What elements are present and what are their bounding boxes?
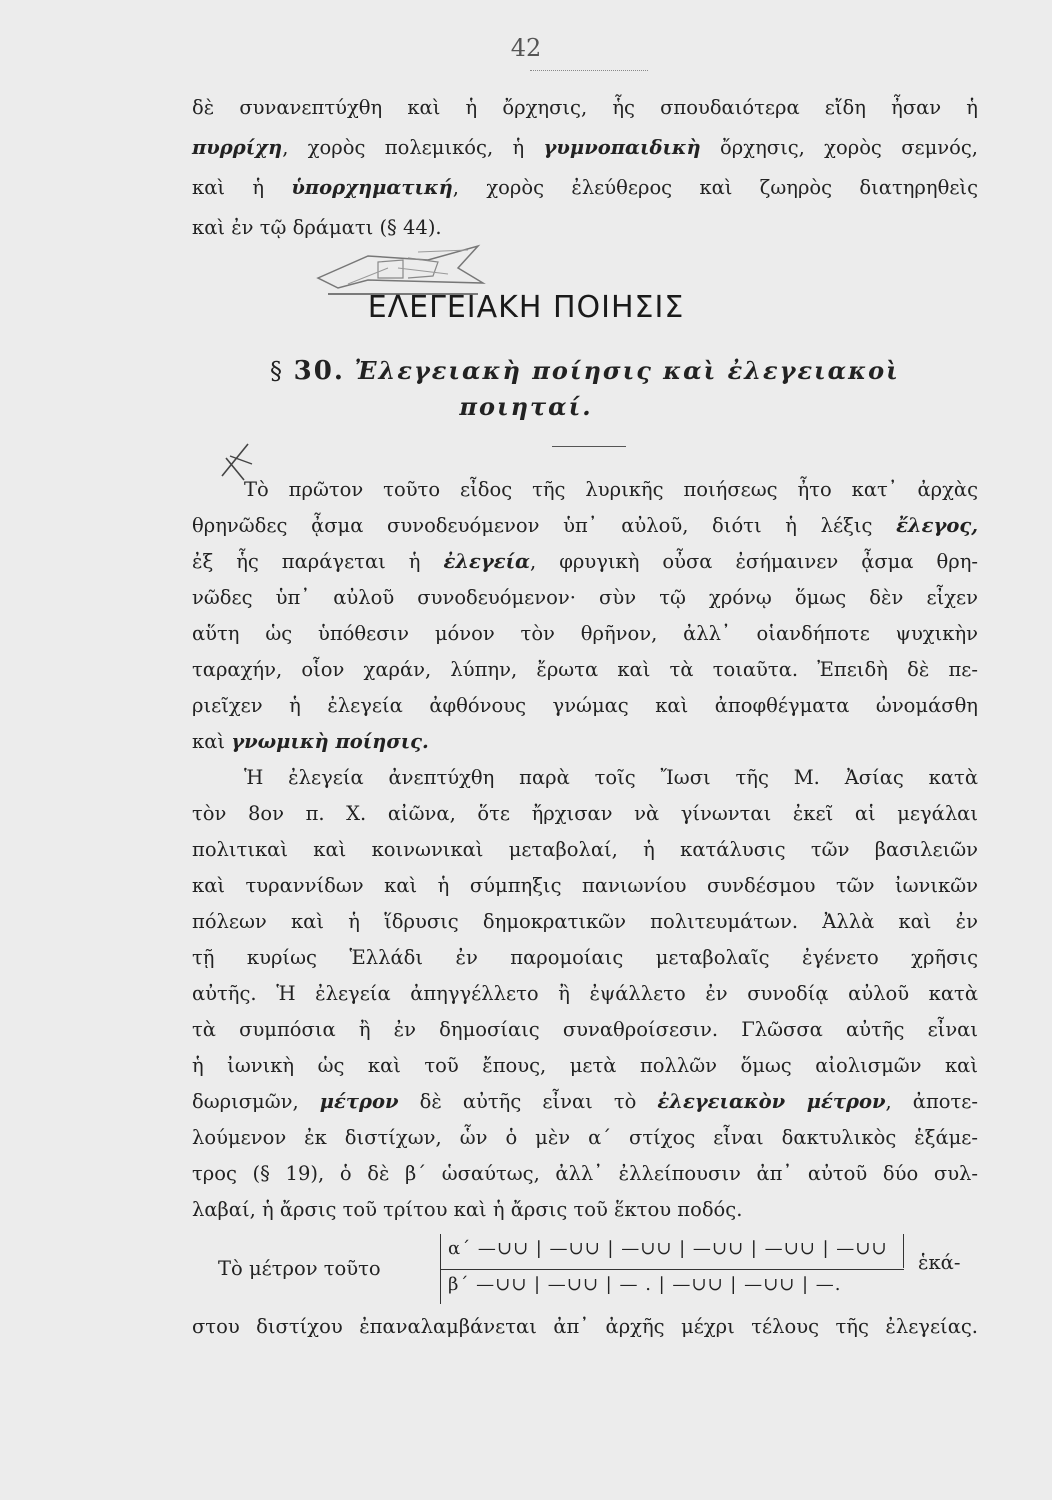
pencil-scribble-icon — [308, 238, 508, 298]
section-rule — [552, 446, 626, 447]
text-line: ριεῖχεν ἡ ἐλεγεία ἀφθόνους γνώμας καὶ ἀποφθέγματα ὠνομάσθη — [192, 694, 978, 717]
text-line: ταραχήν, οἷον χαράν, λύπην, ἔρωτα καὶ τὰ τοιαῦτα. Ἐπειδὴ δὲ πε- — [192, 658, 978, 681]
page-number: 42 — [510, 34, 542, 62]
text-line: δωρισμῶν, μέτρον δὲ αὐτῆς εἶναι τὸ ἐλεγειακὸν μέτρον, ἀποτε- — [192, 1090, 978, 1113]
section-title — [270, 356, 900, 386]
section-title-line2: ποιηταί. — [459, 392, 593, 421]
text-line: πυρρίχη, χορὸς πολεμικός, ἡ γυμνοπαιδικὴ ὄρχησις, χορὸς σεμνός, — [192, 136, 979, 159]
final-line: στου διστίχου ἐπαναλαμβάνεται ἀπ᾽ ἀρχῆς μέχρι τέλους τῆς ἐλεγείας. — [192, 1315, 978, 1338]
text-line: αὐτῆς. Ἡ ἐλεγεία ἀπηγγέλλετο ἢ ἐψάλλετο ἐν συνοδίᾳ αὐλοῦ κατὰ — [192, 982, 978, 1005]
metre-trailing-text: ἑκά- — [918, 1251, 961, 1274]
text-line: δὲ συνανεπτύχθη καὶ ἡ ὄρχησις, ἧς σπουδαιότερα εἴδη ἦσαν ἡ — [192, 96, 978, 119]
section-number: 30. — [293, 356, 345, 386]
text-line: καὶ ἐν τῷ δράματι (§ 44). — [192, 216, 442, 239]
text-line: αὕτη ὡς ὑπόθεσιν μόνον τὸν θρῆνον, ἀλλ᾽ οἱανδήποτε ψυχικὴν — [192, 622, 978, 645]
text-line: τὰ συμπόσια ἢ ἐν δημοσίαις συναθροίσεσιν. Γλῶσσα αὐτῆς εἶναι — [192, 1018, 978, 1041]
text-line: ἐξ ἧς παράγεται ἡ ἐλεγεία, φρυγικὴ οὖσα ἐσήμαινεν ᾆσμα θρη- — [192, 550, 978, 573]
metre-row-hexameter: α΄ —∪∪ | —∪∪ | —∪∪ | —∪∪ | —∪∪ | —∪∪ — [448, 1238, 888, 1259]
page-number-rule — [530, 70, 648, 71]
text-line: πόλεων καὶ ἡ ἵδρυσις δημοκρατικῶν πολιτευμάτων. Ἀλλὰ καὶ ἐν — [192, 910, 978, 933]
section-title-line1: Ἐλεγειακὴ ποίησις καὶ ἐλεγειακοὶ — [354, 356, 900, 385]
text-line: νῶδες ὑπ᾽ αὐλοῦ συνοδευόμενον· σὺν τῷ χρόνῳ ὅμως δὲν εἶχεν — [192, 586, 978, 609]
text-line: ἡ ἰωνικὴ ὡς καὶ τοῦ ἔπους, μετὰ πολλῶν ὅμως αἰολισμῶν καὶ — [192, 1054, 978, 1077]
metre-scheme — [440, 1232, 904, 1304]
text-line: λούμενον ἐκ διστίχων, ὧν ὁ μὲν α΄ στίχος εἶναι δακτυλικὸς ἑξάμε- — [192, 1126, 978, 1149]
text-line: καὶ ἡ ὑπορχηματική, χορὸς ἐλεύθερος καὶ ζωηρὸς διατηρηθεὶς — [192, 176, 978, 199]
metre-label: Τὸ μέτρον τοῦτο — [218, 1257, 381, 1280]
metre-bracket — [903, 1234, 904, 1268]
chapter-heading: ΕΛΕΓΕΙΑΚΗ ΠΟΙΗΣΙΣ — [367, 290, 685, 325]
text-line: τρος (§ 19), ὁ δὲ β΄ ὡσαύτως, ἀλλ᾽ ἐλλείπουσιν ἀπ᾽ αὐτοῦ δύο συλ- — [192, 1162, 978, 1185]
metre-divider — [440, 1269, 904, 1270]
text-line: λαβαί, ἡ ἄρσις τοῦ τρίτου καὶ ἡ ἄρσις τοῦ ἕκτου ποδός. — [192, 1198, 743, 1221]
text-line: Τὸ πρῶτον τοῦτο εἶδος τῆς λυρικῆς ποιήσεως ἦτο κατ᾽ ἀρχὰς — [244, 478, 978, 501]
text-line: καὶ τυραννίδων καὶ ἡ σύμπηξις πανιωνίου συνδέσμου τῶν ἰωνικῶν — [192, 874, 978, 897]
section-symbol: § — [270, 357, 284, 385]
text-line: θρηνῶδες ᾆσμα συνοδευόμενον ὑπ᾽ αὐλοῦ, διότι ἡ λέξις ἔλεγος, — [192, 514, 978, 537]
text-line: καὶ γνωμικὴ ποίησις. — [192, 730, 429, 753]
text-line: τὸν 8ον π. Χ. αἰῶνα, ὅτε ἤρχισαν νὰ γίνωνται ἐκεῖ αἱ μεγάλαι — [192, 802, 978, 825]
text-line: τῇ κυρίως Ἑλλάδι ἐν παρομοίαις μεταβολαῖς ἐγένετο χρῆσις — [192, 946, 978, 969]
text-line: Ἡ ἐλεγεία ἀνεπτύχθη παρὰ τοῖς Ἴωσι τῆς Μ. Ἀσίας κατὰ — [244, 766, 978, 789]
metre-row-pentameter: β΄ —∪∪ | —∪∪ | — . | —∪∪ | —∪∪ | —. — [448, 1274, 842, 1295]
text-line: πολιτικαὶ καὶ κοινωνικαὶ μεταβολαί, ἡ κατάλυσις τῶν βασιλειῶν — [192, 838, 978, 861]
